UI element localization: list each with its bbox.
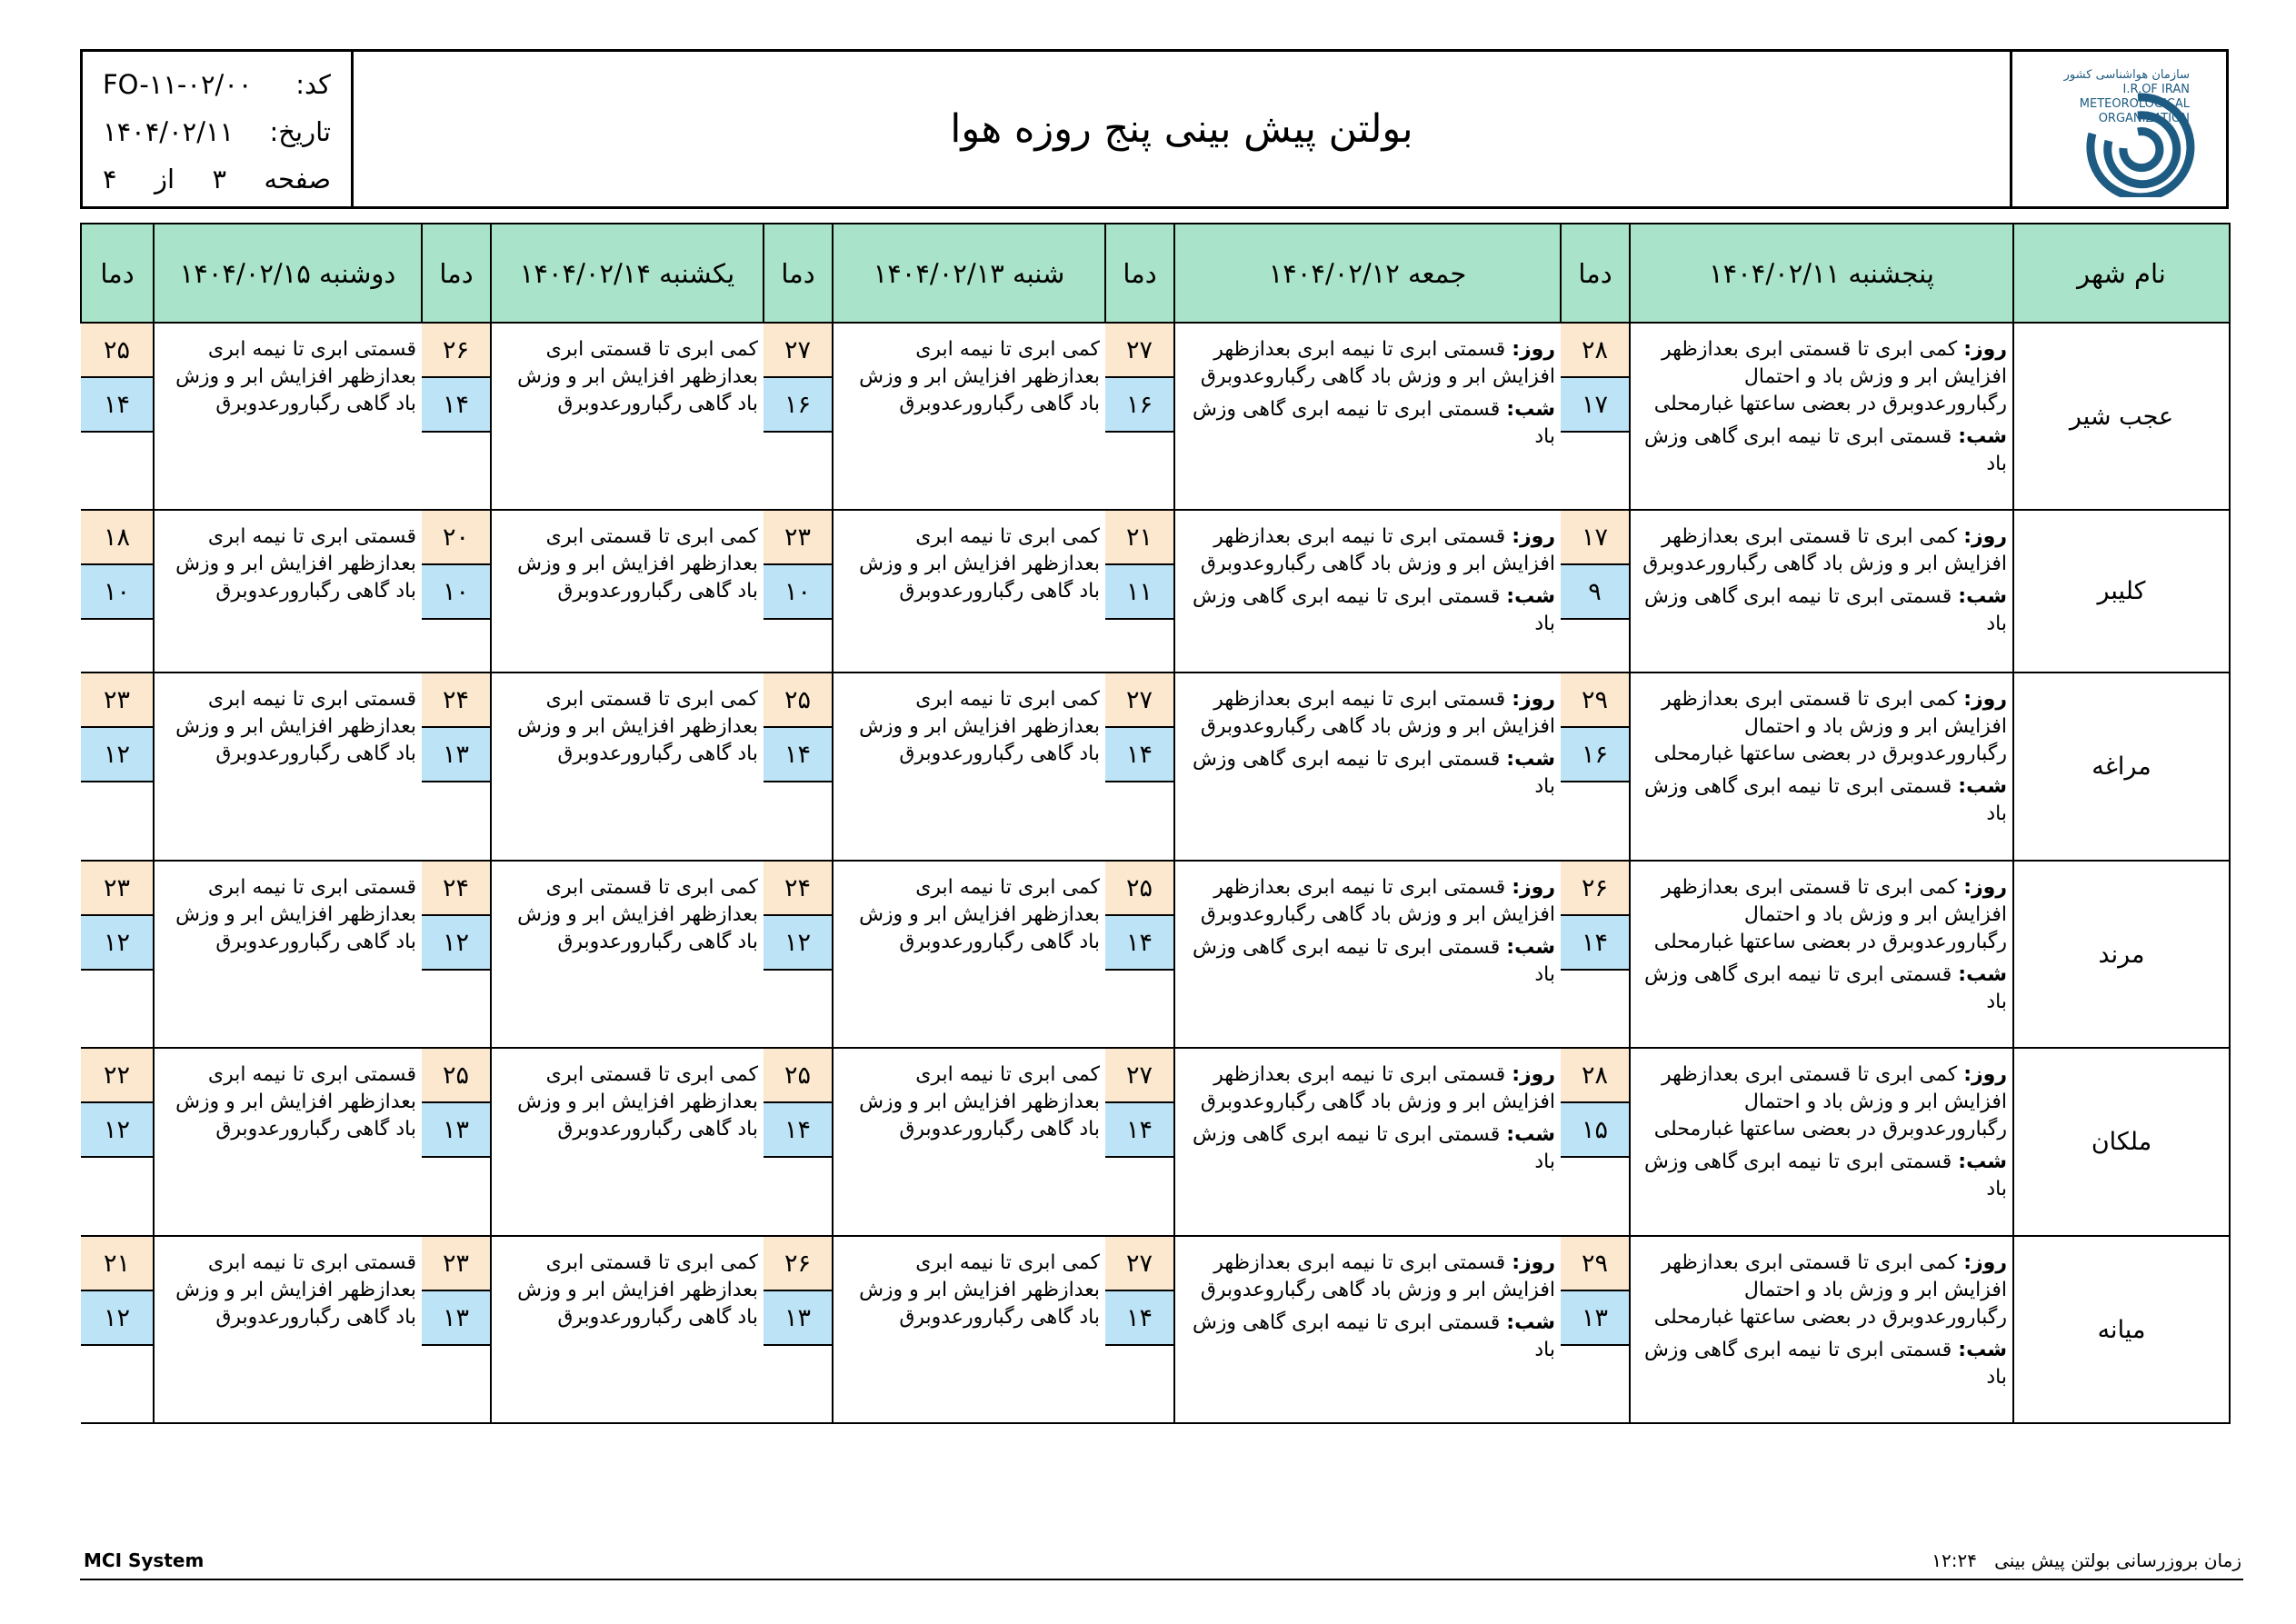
forecast-cell-day4 (491, 323, 764, 510)
footer-system-name: MCI System (84, 1549, 205, 1571)
night-label: شب: (1958, 963, 2007, 986)
forecast-cell-day2 (1174, 1048, 1561, 1236)
forecast-cell-day5 (154, 1236, 422, 1423)
temp-min: ۱۴ (1561, 916, 1629, 971)
city-name: عجب شیر (2013, 323, 2230, 510)
temp-cell-day1 (1561, 673, 1630, 861)
temp-cell-day3 (764, 1048, 833, 1236)
temp-cell-day1 (1561, 323, 1630, 510)
night-forecast-text: قسمتی ابری تا نیمه ابری گاهی وزش باد (1192, 1123, 1555, 1173)
forecast-text: کمی ابری تا قسمتی ابری بعدازظهر افزایش ابر و وزش باد گاهی رگبارورعدوبرق (517, 1251, 758, 1329)
temp-header-5: دما (81, 224, 154, 323)
temp-max: ۲۵ (764, 673, 832, 728)
temp-header-4: دما (422, 224, 491, 323)
forecast-cell-day5 (154, 1048, 422, 1236)
night-label: شب: (1506, 936, 1555, 959)
temp-max: ۲۷ (1105, 324, 1173, 378)
temp-cell-day5 (81, 1236, 154, 1423)
day-label: روز: (1512, 1251, 1555, 1274)
day-label: روز: (1512, 1063, 1555, 1086)
forecast-text: قسمتی ابری تا نیمه ابری بعدازظهر افزایش ابر و وزش باد گاهی رگبارورعدوبرق (175, 688, 416, 765)
temp-min: ۱۲ (81, 916, 153, 971)
table-row (81, 323, 2230, 510)
temp-header-2: دما (1105, 224, 1174, 323)
temp-max: ۲۳ (81, 673, 153, 728)
temp-min: ۱۴ (1105, 1291, 1173, 1346)
forecast-cell-day2 (1174, 510, 1561, 673)
temp-min: ۱۴ (764, 728, 832, 782)
day-label: روز: (1512, 338, 1555, 361)
forecast-cell-day1 (1630, 673, 2013, 861)
temp-max: ۲۸ (1561, 1049, 1629, 1103)
temp-max: ۲۴ (764, 862, 832, 916)
logo-line-4: ORGANIZATION (2098, 112, 2190, 125)
day-label: روز: (1963, 1063, 2007, 1086)
temp-min: ۱۲ (81, 728, 153, 782)
page-of: از (154, 164, 175, 194)
temp-cell-day4 (422, 861, 491, 1048)
forecast-cell-day5 (154, 323, 422, 510)
temp-cell-day2 (1105, 673, 1174, 861)
temp-max: ۲۷ (1105, 1237, 1173, 1291)
temp-max: ۲۹ (1561, 673, 1629, 728)
day-forecast-text: قسمتی ابری تا نیمه ابری بعدازظهر افزایش ابر و وزش باد گاهی رگباروعدوبرق (1200, 1251, 1555, 1301)
forecast-cell-day3 (833, 861, 1105, 1048)
forecast-cell-day4 (491, 861, 764, 1048)
temp-cell-day2 (1105, 1048, 1174, 1236)
day-forecast-text: قسمتی ابری تا نیمه ابری بعدازظهر افزایش ابر و وزش باد گاهی رگباروعدوبرق (1200, 876, 1555, 926)
day-forecast-text: قسمتی ابری تا نیمه ابری بعدازظهر افزایش ابر و وزش باد گاهی رگباروعدوبرق (1200, 338, 1555, 388)
forecast-cell-day4 (491, 1048, 764, 1236)
temp-max: ۲۶ (1561, 862, 1629, 916)
temp-min: ۱۳ (422, 1291, 490, 1346)
city-name: کلیبر (2013, 510, 2230, 673)
forecast-cell-day3 (833, 323, 1105, 510)
temp-min: ۱۷ (1561, 378, 1629, 433)
forecast-cell-day5 (154, 673, 422, 861)
forecast-text: قسمتی ابری تا نیمه ابری بعدازظهر افزایش ابر و وزش باد گاهی رگبارورعدوبرق (175, 1063, 416, 1141)
day-forecast-text: کمی ابری تا قسمتی ابری بعدازظهر افزایش ابر و وزش باد و احتمال رگبارورعدوبرق در بعضی ساعتها غبارمحلی (1653, 1063, 2007, 1141)
day-header-3: شنبه ۱۴۰۴/۰۲/۱۳ (833, 224, 1105, 323)
code-label: کد: (295, 69, 331, 100)
temp-cell-day3 (764, 673, 833, 861)
temp-cell-day4 (422, 1236, 491, 1423)
temp-max: ۲۴ (422, 862, 490, 916)
temp-cell-day4 (422, 323, 491, 510)
temp-max: ۲۵ (422, 1049, 490, 1103)
date-label: تاریخ: (269, 116, 331, 147)
temp-cell-day4 (422, 510, 491, 673)
temp-min: ۱۰ (81, 565, 153, 620)
day-header-1: پنجشنبه ۱۴۰۴/۰۲/۱۱ (1630, 224, 2013, 323)
temp-cell-day5 (81, 323, 154, 510)
forecast-text: کمی ابری تا نیمه ابری بعدازظهر افزایش ابر و وزش باد گاهی رگبارورعدوبرق (859, 525, 1100, 603)
temp-max: ۲۷ (1105, 1049, 1173, 1103)
night-forecast-text: قسمتی ابری تا نیمه ابری گاهی وزش باد (1192, 748, 1555, 798)
night-forecast-text: قسمتی ابری تا نیمه ابری گاهی وزش باد (1643, 1339, 2007, 1389)
date-value: ۱۴۰۴/۰۲/۱۱ (103, 116, 235, 147)
temp-max: ۲۷ (1105, 673, 1173, 728)
temp-min: ۱۶ (1561, 728, 1629, 782)
night-forecast-text: قسمتی ابری تا نیمه ابری گاهی وزش باد (1192, 585, 1555, 635)
temp-min: ۱۳ (1561, 1291, 1629, 1346)
forecast-cell-day1 (1630, 1236, 2013, 1423)
forecast-cell-day5 (154, 861, 422, 1048)
forecast-cell-day4 (491, 510, 764, 673)
logo-line-2: I.R.OF IRAN (2122, 83, 2190, 96)
night-forecast-text: قسمتی ابری تا نیمه ابری گاهی وزش باد (1192, 936, 1555, 986)
forecast-text: کمی ابری تا قسمتی ابری بعدازظهر افزایش ابر و وزش باد گاهی رگبارورعدوبرق (517, 525, 758, 603)
temp-cell-day5 (81, 673, 154, 861)
temp-min: ۱۳ (422, 728, 490, 782)
temp-max: ۲۳ (764, 511, 832, 565)
bulletin-header (80, 49, 2229, 209)
night-forecast-text: قسمتی ابری تا نیمه ابری گاهی وزش باد (1643, 775, 2007, 825)
logo-line-3: METEOROLOGICAL (2079, 97, 2190, 111)
temp-min: ۱۱ (1105, 565, 1173, 620)
forecast-cell-day1 (1630, 1048, 2013, 1236)
forecast-cell-day5 (154, 510, 422, 673)
day-label: روز: (1963, 1251, 2007, 1274)
forecast-cell-day2 (1174, 323, 1561, 510)
day-label: روز: (1963, 688, 2007, 711)
temp-min: ۱۴ (764, 1103, 832, 1158)
temp-header-3: دما (764, 224, 833, 323)
day-header-5: دوشنبه ۱۴۰۴/۰۲/۱۵ (154, 224, 422, 323)
temp-min: ۱۵ (1561, 1103, 1629, 1158)
night-label: شب: (1958, 425, 2007, 448)
night-label: شب: (1958, 585, 2007, 608)
temp-max: ۲۰ (422, 511, 490, 565)
day-label: روز: (1963, 338, 2007, 361)
footer-update-info (1932, 1549, 2241, 1571)
day-label: روز: (1512, 688, 1555, 711)
temp-cell-day3 (764, 323, 833, 510)
page-total: ۴ (103, 164, 117, 194)
temp-max: ۲۳ (422, 1237, 490, 1291)
table-row (81, 510, 2230, 673)
night-forecast-text: قسمتی ابری تا نیمه ابری گاهی وزش باد (1643, 963, 2007, 1013)
forecast-cell-day3 (833, 510, 1105, 673)
temp-min: ۱۰ (764, 565, 832, 620)
temp-min: ۱۶ (1105, 378, 1173, 433)
temp-max: ۲۵ (764, 1049, 832, 1103)
day-label: روز: (1963, 876, 2007, 899)
temp-max: ۱۷ (1561, 511, 1629, 565)
night-label: شب: (1506, 398, 1555, 421)
temp-cell-day2 (1105, 510, 1174, 673)
temp-header-1: دما (1561, 224, 1630, 323)
temp-cell-day3 (764, 1236, 833, 1423)
day-forecast-text: کمی ابری تا قسمتی ابری بعدازظهر افزایش ابر و وزش باد گاهی رگبارورعدوبرق (1642, 525, 2007, 575)
forecast-text: کمی ابری تا نیمه ابری بعدازظهر افزایش ابر و وزش باد گاهی رگبارورعدوبرق (859, 688, 1100, 765)
temp-max: ۲۵ (1105, 862, 1173, 916)
page-current: ۳ (212, 164, 227, 194)
temp-cell-day5 (81, 861, 154, 1048)
forecast-cell-day3 (833, 1048, 1105, 1236)
table-row (81, 1236, 2230, 1423)
update-label: زمان بروزرسانی بولتن پیش بینی (1994, 1549, 2241, 1571)
temp-cell-day1 (1561, 1048, 1630, 1236)
day-forecast-text: کمی ابری تا قسمتی ابری بعدازظهر افزایش ابر و وزش باد و احتمال رگبارورعدوبرق در بعضی ساعتها غبارمحلی (1653, 688, 2007, 765)
temp-cell-day5 (81, 1048, 154, 1236)
city-name: مرند (2013, 861, 2230, 1048)
day-header-2: جمعه ۱۴۰۴/۰۲/۱۲ (1174, 224, 1561, 323)
temp-max: ۲۱ (1105, 511, 1173, 565)
night-label: شب: (1958, 1339, 2007, 1361)
day-label: روز: (1963, 525, 2007, 548)
temp-max: ۲۸ (1561, 324, 1629, 378)
night-forecast-text: قسمتی ابری تا نیمه ابری گاهی وزش باد (1643, 1151, 2007, 1201)
forecast-cell-day3 (833, 673, 1105, 861)
forecast-text: قسمتی ابری تا نیمه ابری بعدازظهر افزایش ابر و وزش باد گاهی رگبارورعدوبرق (175, 876, 416, 953)
table-row (81, 1048, 2230, 1236)
night-forecast-text: قسمتی ابری تا نیمه ابری گاهی وزش باد (1643, 585, 2007, 635)
forecast-text: کمی ابری تا قسمتی ابری بعدازظهر افزایش ابر و وزش باد گاهی رگبارورعدوبرق (517, 688, 758, 765)
doc-info-box (83, 52, 354, 206)
temp-min: ۱۴ (1105, 1103, 1173, 1158)
forecast-cell-day4 (491, 1236, 764, 1423)
day-forecast-text: کمی ابری تا قسمتی ابری بعدازظهر افزایش ابر و وزش باد و احتمال رگبارورعدوبرق در بعضی ساعتها غبارمحلی (1653, 876, 2007, 953)
temp-cell-day2 (1105, 1236, 1174, 1423)
forecast-text: کمی ابری تا نیمه ابری بعدازظهر افزایش ابر و وزش باد گاهی رگبارورعدوبرق (859, 338, 1100, 415)
temp-min: ۱۲ (422, 916, 490, 971)
temp-max: ۲۹ (1561, 1237, 1629, 1291)
night-forecast-text: قسمتی ابری تا نیمه ابری گاهی وزش باد (1192, 1311, 1555, 1361)
city-name: میانه (2013, 1236, 2230, 1423)
temp-min: ۱۴ (1105, 916, 1173, 971)
forecast-text: قسمتی ابری تا نیمه ابری بعدازظهر افزایش ابر و وزش باد گاهی رگبارورعدوبرق (175, 525, 416, 603)
night-label: شب: (1958, 1151, 2007, 1173)
logo-line-1: سازمان هواشناسی کشور (2063, 68, 2190, 82)
day-header-4: یکشنبه ۱۴۰۴/۰۲/۱۴ (491, 224, 764, 323)
forecast-cell-day3 (833, 1236, 1105, 1423)
forecast-text: کمی ابری تا نیمه ابری بعدازظهر افزایش ابر و وزش باد گاهی رگبارورعدوبرق (859, 1251, 1100, 1329)
temp-cell-day1 (1561, 510, 1630, 673)
temp-min: ۱۶ (764, 378, 832, 433)
temp-max: ۲۶ (764, 1237, 832, 1291)
temp-min: ۱۴ (81, 378, 153, 433)
temp-cell-day1 (1561, 1236, 1630, 1423)
organization-logo (2010, 52, 2226, 206)
forecast-text: کمی ابری تا نیمه ابری بعدازظهر افزایش ابر و وزش باد گاهی رگبارورعدوبرق (859, 876, 1100, 953)
temp-cell-day3 (764, 510, 833, 673)
temp-min: ۱۰ (422, 565, 490, 620)
temp-min: ۱۲ (764, 916, 832, 971)
day-forecast-text: قسمتی ابری تا نیمه ابری بعدازظهر افزایش ابر و وزش باد گاهی رگباروعدوبرق (1200, 688, 1555, 738)
temp-cell-day4 (422, 1048, 491, 1236)
temp-max: ۲۴ (422, 673, 490, 728)
temp-max: ۲۱ (81, 1237, 153, 1291)
table-row (81, 673, 2230, 861)
night-forecast-text: قسمتی ابری تا نیمه ابری گاهی وزش باد (1192, 398, 1555, 448)
temp-max: ۲۲ (81, 1049, 153, 1103)
night-label: شب: (1506, 1311, 1555, 1334)
update-time: ۱۲:۲۴ (1932, 1549, 1978, 1571)
night-forecast-text: قسمتی ابری تا نیمه ابری گاهی وزش باد (1643, 425, 2007, 475)
temp-min: ۱۳ (422, 1103, 490, 1158)
day-label: روز: (1512, 525, 1555, 548)
temp-cell-day2 (1105, 861, 1174, 1048)
temp-min: ۱۲ (81, 1103, 153, 1158)
day-forecast-text: قسمتی ابری تا نیمه ابری بعدازظهر افزایش ابر و وزش باد گاهی رگباروعدوبرق (1200, 525, 1555, 575)
day-label: روز: (1512, 876, 1555, 899)
table-header-row (81, 224, 2230, 323)
temp-cell-day5 (81, 510, 154, 673)
forecast-text: کمی ابری تا قسمتی ابری بعدازظهر افزایش ابر و وزش باد گاهی رگبارورعدوبرق (517, 338, 758, 415)
temp-min: ۱۲ (81, 1291, 153, 1346)
night-label: شب: (1506, 748, 1555, 771)
forecast-cell-day2 (1174, 673, 1561, 861)
forecast-cell-day2 (1174, 1236, 1561, 1423)
forecast-cell-day1 (1630, 861, 2013, 1048)
forecast-cell-day2 (1174, 861, 1561, 1048)
forecast-table (80, 223, 2231, 1424)
night-label: شب: (1506, 585, 1555, 608)
city-name: مراغه (2013, 673, 2230, 861)
day-forecast-text: کمی ابری تا قسمتی ابری بعدازظهر افزایش ابر و وزش باد و احتمال رگبارورعدوبرق در بعضی ساعتها غبارمحلی (1653, 338, 2007, 415)
temp-min: ۱۳ (764, 1291, 832, 1346)
temp-cell-day4 (422, 673, 491, 861)
night-label: شب: (1958, 775, 2007, 798)
page-label: صفحه (264, 164, 331, 194)
forecast-text: کمی ابری تا قسمتی ابری بعدازظهر افزایش ابر و وزش باد گاهی رگبارورعدوبرق (517, 876, 758, 953)
temp-min: ۱۴ (422, 378, 490, 433)
bulletin-title: بولتن پیش بینی پنج روزه هوا (950, 106, 1413, 152)
city-name: ملکان (2013, 1048, 2230, 1236)
forecast-cell-day1 (1630, 510, 2013, 673)
forecast-text: قسمتی ابری تا نیمه ابری بعدازظهر افزایش ابر و وزش باد گاهی رگبارورعدوبرق (175, 338, 416, 415)
code-value: FO-۱۱-۰۲/۰۰ (103, 69, 253, 100)
forecast-cell-day1 (1630, 323, 2013, 510)
temp-min: ۱۴ (1105, 728, 1173, 782)
night-label: شب: (1506, 1123, 1555, 1146)
table-row (81, 861, 2230, 1048)
forecast-text: کمی ابری تا قسمتی ابری بعدازظهر افزایش ابر و وزش باد گاهی رگبارورعدوبرق (517, 1063, 758, 1141)
temp-cell-day3 (764, 861, 833, 1048)
forecast-text: قسمتی ابری تا نیمه ابری بعدازظهر افزایش ابر و وزش باد گاهی رگبارورعدوبرق (175, 1251, 416, 1329)
forecast-cell-day4 (491, 673, 764, 861)
day-forecast-text: کمی ابری تا قسمتی ابری بعدازظهر افزایش ابر و وزش باد و احتمال رگبارورعدوبرق در بعضی ساعتها غبارمحلی (1653, 1251, 2007, 1329)
temp-max: ۲۳ (81, 862, 153, 916)
footer-divider (80, 1579, 2243, 1580)
temp-cell-day2 (1105, 323, 1174, 510)
temp-cell-day1 (1561, 861, 1630, 1048)
temp-min: ۹ (1561, 565, 1629, 620)
temp-max: ۱۸ (81, 511, 153, 565)
day-forecast-text: قسمتی ابری تا نیمه ابری بعدازظهر افزایش ابر و وزش باد گاهی رگباروعدوبرق (1200, 1063, 1555, 1113)
temp-max: ۲۵ (81, 324, 153, 378)
forecast-text: کمی ابری تا نیمه ابری بعدازظهر افزایش ابر و وزش باد گاهی رگبارورعدوبرق (859, 1063, 1100, 1141)
temp-max: ۲۶ (422, 324, 490, 378)
city-header: نام شهر (2013, 224, 2230, 323)
temp-max: ۲۷ (764, 324, 832, 378)
